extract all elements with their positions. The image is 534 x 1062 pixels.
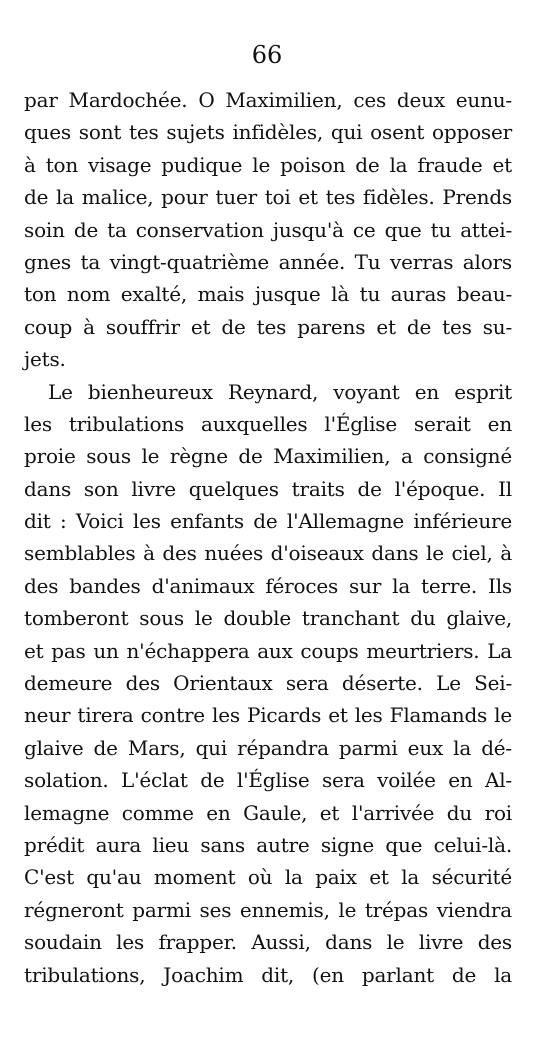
text-line: lemagne comme en Gaule, et l'arrivée du roi [24, 800, 512, 825]
text-line: solation. L'éclat de l'Église sera voilée en Al- [24, 768, 512, 793]
text-line: des bandes d'animaux féroces sur la terre. Ils [24, 573, 512, 598]
text-line: dit : Voici les enfants de l'Allemagne inférieure [24, 509, 512, 534]
text-line: tomberont sous le double tranchant du glaive, [24, 606, 512, 631]
text-line: à ton visage pudique le poison de la fraude et [24, 152, 512, 177]
text-line: Le bienheureux Reynard, voyant en esprit [48, 379, 512, 404]
text-line: soudain les frapper. Aussi, dans le livre des [24, 930, 512, 955]
text-line: ques sont tes sujets infidèles, qui osent opposer [24, 120, 512, 145]
text-line: C'est qu'au moment où la paix et la sécurité [24, 865, 512, 890]
text-line: et pas un n'échappera aux coups meurtriers. La [24, 638, 512, 663]
page-number: 66 [251, 41, 283, 69]
text-line: jets. [24, 347, 66, 372]
text-line: proie sous le règne de Maximilien, a consigné [24, 444, 512, 469]
text-line: glaive de Mars, qui répandra parmi eux la dé- [24, 735, 512, 760]
text-line: dans son livre quelques traits de l'époque. Il [24, 476, 512, 501]
body-text [24, 84, 512, 991]
text-line: les tribulations auxquelles l'Église serait en [24, 411, 512, 436]
text-line: tribulations, Joachim dit, (en parlant de la [24, 962, 512, 987]
text-line: demeure des Orientaux sera déserte. Le Sei- [24, 671, 512, 696]
text-line: régneront parmi ses ennemis, le trépas viendra [24, 897, 512, 922]
text-line: semblables à des nuées d'oiseaux dans le ciel, à [24, 541, 512, 566]
text-line: gnes ta vingt-quatrième année. Tu verras alors [24, 249, 512, 274]
text-line: par Mardochée. O Maximilien, ces deux eunu- [24, 88, 512, 112]
text-line: coup à souffrir et de tes parens et de tes su- [24, 314, 512, 339]
text-line: prédit aura lieu sans autre signe que celui-là. [24, 832, 512, 857]
text-line: ton nom exalté, mais jusque là tu auras beau- [24, 282, 512, 307]
text-line: soin de ta conservation jusqu'à ce que tu attei- [24, 217, 512, 242]
text-line: de la malice, pour tuer toi et tes fidèles. Prends [24, 185, 512, 210]
text-line: neur tirera contre les Picards et les Flamands le [24, 703, 512, 728]
